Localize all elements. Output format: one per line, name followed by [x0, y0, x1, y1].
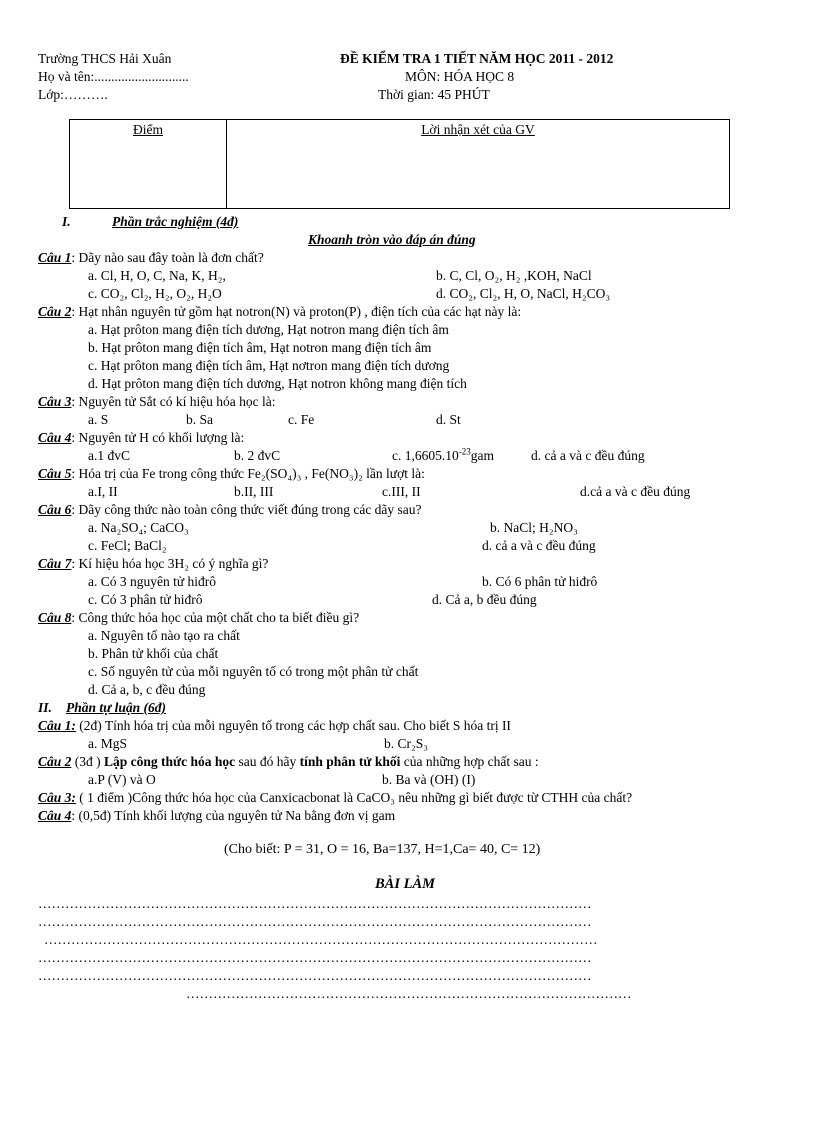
- q7-option-b[interactable]: b. Có 6 phân tử hiđrô: [482, 574, 598, 589]
- q6-option-d[interactable]: d. cả a và c đều đúng: [482, 538, 596, 553]
- answer-line[interactable]: ……………………………………………………………………………………………………………: [38, 968, 592, 983]
- q5-option-c[interactable]: c.III, II: [382, 484, 421, 499]
- q2-option-c[interactable]: c. Hạt prôton mang điện tích âm, Hạt nơtron mang điện tích dương: [88, 358, 450, 373]
- e2-item-a: a.P (V) và O: [88, 772, 156, 787]
- q2-option-b[interactable]: b. Hạt prôton mang điện tích âm, Hạt notron mang điện tích âm: [88, 340, 432, 355]
- q4-option-d[interactable]: d. cả a và c đều đúng: [531, 448, 645, 463]
- q4-option-a[interactable]: a.1 đvC: [88, 448, 130, 463]
- question-6: Câu 6: Dãy công thức nào toàn công thức viết đúng trong các dãy sau?: [38, 502, 422, 517]
- part1-instruction: Khoanh tròn vào đáp án đúng: [308, 232, 476, 247]
- q3-option-c[interactable]: c. Fe: [288, 412, 315, 427]
- q1-option-b[interactable]: b. C, Cl, O₂, H₂ ,KOH, NaCl: [436, 268, 592, 283]
- e1-item-b: b. Cr₂S₃: [384, 736, 428, 751]
- question-8: Câu 8: Công thức hóa học của một chất cho ta biết điều gì?: [38, 610, 360, 625]
- q3-option-a[interactable]: a. S: [88, 412, 109, 427]
- e2-item-b: b. Ba và (OH) (I): [382, 772, 476, 787]
- q6-option-b[interactable]: b. NaCl; H₂NO₃: [490, 520, 578, 535]
- question-4: Câu 4: Nguyên tử H có khối lượng là:: [38, 430, 245, 445]
- class-line: Lớp:……….: [38, 87, 108, 102]
- q6-option-a[interactable]: a. Na₂SO₄; CaCO₃: [88, 520, 189, 535]
- answer-line[interactable]: ……………………………………………………………………………………………………………: [38, 914, 592, 929]
- q4-option-c[interactable]: c. $1,6605.10^{-23}gam$: [392, 446, 494, 463]
- essay-question-2: Câu 2 (3đ ) Lập công thức hóa học sau đó hãy tính phân tử khối của những hợp chất sau :: [38, 754, 539, 769]
- q8-option-d[interactable]: d. Cả a, b, c đều đúng: [88, 682, 206, 697]
- part2-number: II.: [38, 700, 52, 715]
- q1-option-c[interactable]: c. CO₂, Cl₂, H₂, O₂, H₂O: [88, 286, 222, 301]
- answer-title: BÀI LÀM: [375, 876, 436, 892]
- q3-option-d[interactable]: d. St: [436, 412, 461, 427]
- school-name: Trường THCS Hải Xuân: [38, 51, 172, 66]
- grade-header: Điểm: [133, 122, 163, 137]
- question-7: Câu 7: Kí hiệu hóa học 3H₂ có ý nghĩa gì?: [38, 556, 269, 571]
- part2-title: Phần tự luận (6đ): [66, 700, 166, 715]
- question-5: Câu 5: Hóa trị của Fe trong công thức Fe₂(SO₄)₃ , Fe(NO₃)₂ lần lượt là:: [38, 466, 425, 481]
- question-1: Câu 1: Dãy nào sau đây toàn là đơn chất?: [38, 250, 264, 265]
- answer-line[interactable]: ……………………………………………………………………………………………………………: [38, 896, 592, 911]
- student-name-line: Họ và tên:............................: [38, 69, 189, 84]
- q3-option-b[interactable]: b. Sa: [186, 412, 213, 427]
- q7-option-a[interactable]: a. Có 3 nguyên tử hiđrô: [88, 574, 217, 589]
- q5-option-a[interactable]: a.I, II: [88, 484, 118, 499]
- essay-question-1: Câu 1: (2đ) Tính hóa trị của mỗi nguyên tố trong các hợp chất sau. Cho biết S hóa trị II: [38, 718, 511, 733]
- answer-line[interactable]: ……………………………………………………………………………………………………………: [38, 950, 592, 965]
- q7-option-d[interactable]: d. Cả a, b đều đúng: [432, 592, 537, 607]
- subject: MÔN: HÓA HỌC 8: [405, 69, 515, 84]
- answer-line[interactable]: ……………………………………………………………………………………………………………: [44, 932, 598, 947]
- q4-option-b[interactable]: b. 2 đvC: [234, 448, 281, 463]
- essay-question-3: Câu 3: ( 1 điểm )Công thức hóa học của Canxicacbonat là CaCO₃ nêu những gì biết được từ CTHH của chất?: [38, 790, 633, 805]
- given-values: (Cho biết: P = 31, O = 16, Ba=137, H=1,Ca= 40, C= 12): [224, 842, 541, 857]
- e1-item-a: a. MgS: [88, 736, 128, 751]
- q1-option-d[interactable]: d. CO₂, Cl₂, H, O, NaCl, H₂CO₃: [436, 286, 611, 301]
- question-2: Câu 2: Hạt nhân nguyên tử gồm hạt notron(N) và proton(P) , điện tích của các hạt này là:: [38, 304, 522, 319]
- answer-line[interactable]: ………………………………………………………………………………………: [186, 986, 632, 1001]
- exam-time: Thời gian: 45 PHÚT: [378, 87, 490, 102]
- teacher-comment-header: Lời nhận xét của GV: [421, 122, 535, 137]
- essay-question-4: Câu 4: (0,5đ) Tính khối lượng của nguyên tử Na bằng đơn vị gam: [38, 808, 396, 823]
- q5-option-d[interactable]: d.cả a và c đều đúng: [580, 484, 691, 499]
- exam-title: ĐỀ KIỂM TRA 1 TIẾT NĂM HỌC 2011 - 2012: [340, 51, 614, 66]
- q2-option-d[interactable]: d. Hạt prôton mang điện tích dương, Hạt notron không mang điện tích: [88, 376, 467, 391]
- grade-table: [69, 119, 730, 209]
- part1-title: Phần trắc nghiệm (4đ): [112, 214, 239, 229]
- q6-option-c[interactable]: c. FeCl; BaCl₂: [88, 538, 167, 553]
- q2-option-a[interactable]: a. Hạt prôton mang điện tích dương, Hạt notron mang điện tích âm: [88, 322, 449, 337]
- q8-option-c[interactable]: c. Số nguyên tử của mỗi nguyên tố có trong một phân tử chất: [88, 664, 419, 679]
- q7-option-c[interactable]: c. Có 3 phân tử hiđrô: [88, 592, 203, 607]
- q5-option-b[interactable]: b.II, III: [234, 484, 274, 499]
- q1-option-a[interactable]: a. Cl, H, O, C, Na, K, H₂,: [88, 268, 226, 283]
- q8-option-b[interactable]: b. Phân tử khối của chất: [88, 646, 219, 661]
- q8-option-a[interactable]: a. Nguyên tố nào tạo ra chất: [88, 628, 240, 643]
- part1-number: I.: [62, 214, 71, 229]
- question-3: Câu 3: Nguyên tử Sắt có kí hiệu hóa học là:: [38, 394, 276, 409]
